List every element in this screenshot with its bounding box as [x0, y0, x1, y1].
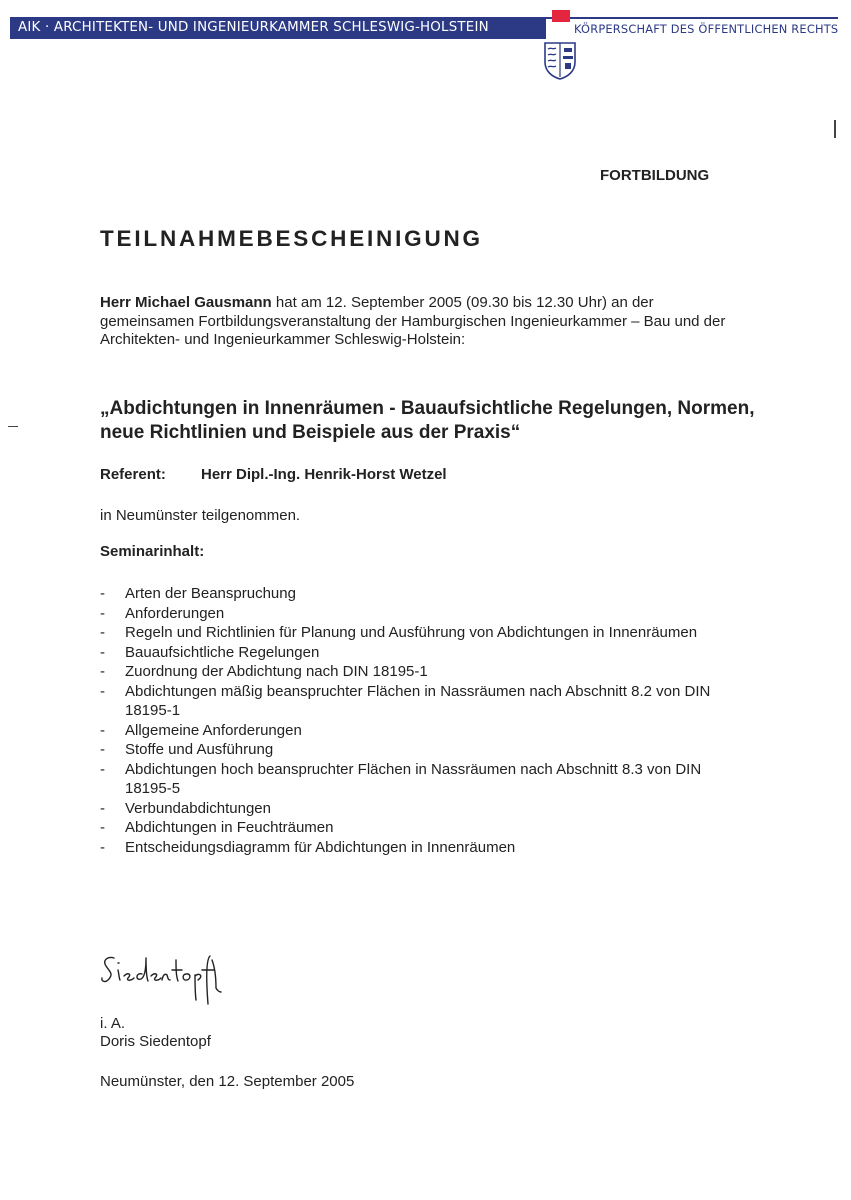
bullet-dash: -: [100, 643, 105, 661]
bullet-dash: -: [100, 663, 105, 680]
bullet-dash: -: [100, 819, 105, 836]
list-item: - Stoffe und Ausführung: [100, 741, 274, 758]
list-item: - Abdichtungen in Feuchträumen: [100, 819, 334, 836]
handwritten-signature: [98, 948, 238, 1008]
list-item: - Allgemeine Anforderungen: [100, 721, 302, 739]
organization-banner: AIK · ARCHITEKTEN- UND INGENIEURKAMMER SCHLESWIG-HOLSTEIN: [10, 17, 546, 39]
list-item: - Arten der Beanspruchung: [100, 585, 296, 602]
coat-of-arms-icon: [543, 40, 577, 80]
topic-list: [100, 584, 740, 857]
bullet-dash: -: [100, 799, 105, 817]
referent-name: Herr Dipl.-Ing. Henrik-Horst Wetzel: [201, 466, 447, 483]
referent-label: Referent:: [100, 466, 166, 483]
place-date: Neumünster, den 12. September 2005: [100, 1073, 355, 1090]
list-item: - Regeln und Richtlinien für Planung und Ausführung von Abdichtungen in Innenräumen: [100, 624, 698, 641]
bullet-dash: -: [100, 682, 105, 700]
content-heading: Seminarinhalt:: [100, 543, 205, 560]
legal-status: KÖRPERSCHAFT DES ÖFFENTLICHEN RECHTS: [574, 22, 839, 36]
list-item: - Verbundabdichtungen: [100, 799, 271, 817]
category-label: FORTBILDUNG: [600, 167, 710, 184]
referent-line: [100, 466, 447, 483]
bullet-dash: -: [100, 760, 105, 778]
list-item: - Abdichtungen hoch beanspruchter Flächen in Nassräumen nach Abschnitt 8.3 von DIN 18195-5: [100, 760, 702, 797]
bullet-dash: -: [100, 604, 105, 622]
bullet-dash: -: [100, 585, 105, 602]
bullet-dash: -: [100, 838, 105, 856]
intro-text: hat am 12. September 2005 (09.30 bis 12.30 Uhr) an der gemeinsamen Fortbildungsveranstaltung der Hamburgischen Ingenieurkammer – Bau und der Architekten- und Ingenieurkammer Schleswig-Holstein:: [100, 294, 726, 348]
scan-edge-mark: [834, 120, 836, 138]
list-item: - Bauaufsichtliche Regelungen: [100, 643, 320, 661]
fold-mark: [8, 426, 18, 427]
red-accent-mark: [552, 10, 570, 22]
bullet-dash: -: [100, 721, 105, 739]
location-text: in Neumünster teilgenommen.: [100, 507, 301, 524]
list-item: - Abdichtungen mäßig beanspruchter Flächen in Nassräumen nach Abschnitt 8.2 von DIN 18195-1: [100, 682, 711, 719]
bullet-dash: -: [100, 741, 105, 758]
document-title: TEILNAHMEBESCHEINIGUNG: [100, 226, 483, 251]
list-item: - Anforderungen: [100, 604, 225, 622]
header-rule: [546, 17, 838, 19]
intro-paragraph: [100, 294, 740, 350]
participant-name: Herr Michael Gausmann: [100, 294, 272, 311]
seminar-title: „Abdichtungen in Innenräumen - Bauaufsichtliche Regelungen, Normen, neue Richtlinien und Beispiele aus der Praxis“: [100, 398, 755, 443]
ia-label: i. A.: [100, 1015, 126, 1032]
list-item: - Zuordnung der Abdichtung nach DIN 18195-1: [100, 663, 428, 680]
bullet-dash: -: [100, 624, 105, 641]
list-item: - Entscheidungsdiagramm für Abdichtungen in Innenräumen: [100, 838, 516, 856]
signer-name: Doris Siedentopf: [100, 1033, 211, 1050]
